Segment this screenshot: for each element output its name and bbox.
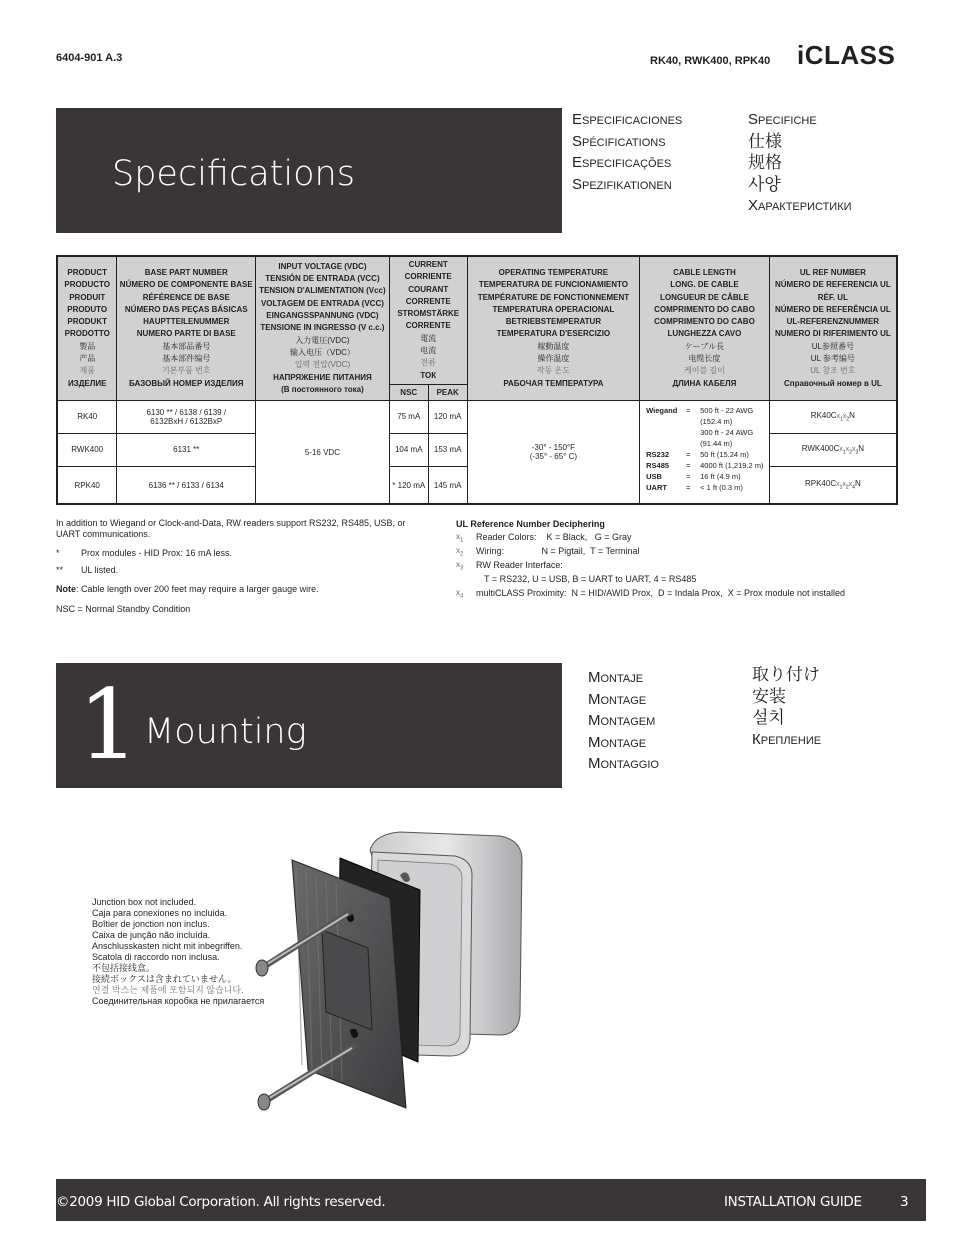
header-line: TEMPERATURA OPERACIONAL: [492, 304, 615, 314]
copyright: ©2009 HID Global Corporation. All rights reserved.: [56, 1194, 386, 1210]
header-line: 전류: [420, 358, 436, 368]
header-line: UL 参考编号: [810, 354, 855, 364]
cable-length-row: [646, 460, 765, 471]
header-line: TENSIÓN DE ENTRADA (VCC): [265, 274, 380, 284]
cell-peak: 153 mA: [428, 433, 467, 466]
header-line: LUNGHEZZA CAVO: [667, 329, 742, 339]
note-label: Note: [56, 584, 76, 594]
header-line: РАБОЧАЯ ТЕМПЕРАТУРА: [503, 378, 604, 388]
junction-box-note: [92, 897, 264, 1007]
translation: 사양: [748, 174, 781, 194]
translation: Montaggio: [588, 755, 659, 772]
header-current: [389, 256, 467, 384]
cable-equals: [686, 438, 700, 449]
table-header-row: [57, 256, 897, 384]
cable-interface: UART: [646, 482, 667, 492]
header-line: PRODUTO: [67, 304, 108, 314]
cell-nsc: 75 mA: [389, 400, 428, 433]
cable-value: (91.44 m): [700, 438, 733, 448]
header-line: UL参照番号: [811, 341, 854, 351]
cable-equals: =: [686, 449, 691, 459]
header-line: CURRENT: [408, 260, 448, 269]
header-peak: PEAK: [428, 384, 467, 400]
junction-note-line: Boîtier de jonction non inclus.: [92, 919, 210, 929]
translation: Montage: [588, 733, 647, 751]
translation: Especificações: [572, 154, 672, 171]
ul-variable-letter: x: [456, 532, 460, 541]
mounting-translations-left: [588, 667, 659, 775]
header-line: INPUT VOLTAGE (VDC): [278, 261, 367, 271]
document-number: 6404-901 A.3: [56, 52, 123, 64]
header-line: EINGANGSSPANNUNG (VDC): [266, 311, 379, 321]
specifications-table: [56, 255, 898, 505]
header-line: LONG. DE CABLE: [670, 280, 739, 290]
header-line: Справочный номер в UL: [783, 378, 882, 388]
header-line: UL REF NUMBER: [799, 268, 866, 277]
header-line: RÉF. UL: [817, 292, 848, 302]
specifications-banner: [56, 108, 562, 233]
header-line: BASE PART NUMBER: [144, 268, 228, 277]
cell-base-part: 6136 ** / 6133 / 6134: [117, 466, 256, 504]
header-line: TEMPERATURA D'ESERCIZIO: [496, 329, 611, 339]
translation: 仕様: [748, 131, 782, 151]
header-ul-ref: [769, 256, 897, 400]
translation: Montaje: [588, 669, 644, 686]
ul-deciphering-text: Reader Colors: K = Black, G = Gray: [476, 532, 632, 542]
header-line: OPERATING TEMPERATURE: [498, 268, 609, 277]
junction-note-line: Caixa de junção não incluída.: [92, 930, 211, 940]
cable-interface: [646, 416, 686, 427]
header-line: 基本部品番号: [162, 341, 211, 351]
temperature-c: (-35° - 65° C): [529, 452, 578, 462]
header-line: 输入电压（VDC）: [289, 347, 355, 357]
translation: 安装: [752, 686, 786, 706]
header-line: TENSIONE IN INGRESSO (V c.c.): [260, 323, 385, 333]
cell-base-part: 6131 **: [117, 433, 256, 466]
cable-length-row: [646, 438, 765, 449]
page-footer: [56, 1179, 926, 1221]
translation: Крепление: [752, 730, 822, 748]
cell-product: RWK400: [57, 433, 117, 466]
cell-ul-ref: $RK40Cx_1x_2N$: [769, 400, 897, 433]
header-line: 稼動温度: [537, 341, 570, 351]
junction-note-line: Anschlusskasten nicht mit inbegriffen.: [92, 941, 243, 951]
specifications-translations-right: [748, 109, 852, 217]
cable-equals: =: [686, 471, 691, 481]
mounting-illustration: [250, 830, 540, 1120]
translation: Specifiche: [748, 111, 817, 128]
translation: Montage: [588, 690, 647, 708]
junction-note-line: Scatola di raccordo non inclusa.: [92, 952, 220, 962]
header-line: 产品: [79, 354, 96, 364]
header-line: PRODUCTO: [64, 280, 111, 290]
ul-deciphering-text: T = RS232, U = USB, B = UART to UART, 4 = RS485: [484, 574, 697, 584]
header-line: CORRENTE: [405, 296, 451, 306]
translation: Spécifications: [572, 132, 666, 150]
ul-variable-letter: x: [456, 546, 460, 555]
cell-product: RK40: [57, 400, 117, 433]
ul-variable-index: 2: [460, 551, 464, 558]
header-line: LONGUEUR DE CÂBLE: [659, 292, 749, 302]
cable-equals: [686, 416, 700, 427]
junction-note-line: Junction box not included.: [92, 897, 197, 907]
translation: Характеристики: [748, 197, 852, 214]
cable-value: 4000 ft (1,219.2 m): [700, 460, 764, 470]
ul-deciphering-item: [456, 572, 896, 586]
cable-equals: [686, 427, 700, 438]
mounting-translations-right: [752, 664, 821, 750]
header-line: 기본부품 번호: [161, 366, 211, 376]
translation: 설치: [752, 708, 785, 727]
cable-length-row: [646, 427, 765, 438]
notes-intro: In addition to Wiegand or Clock-and-Data, RW readers support RS232, RS485, USB, or UART communications.: [56, 518, 406, 539]
header-line: (В постоянного тока): [281, 384, 364, 394]
cable-interface: USB: [646, 471, 662, 481]
junction-note-line: Соединительная коробка не прилагается: [92, 996, 265, 1006]
note-star: [56, 548, 426, 559]
translation: Especificaciones: [572, 111, 683, 128]
header-line: CORRENTE: [405, 321, 451, 331]
cable-length-row: [646, 405, 765, 416]
temperature-f: -30° - 150°F: [531, 443, 576, 453]
cell-ul-ref: $RPK40Cx_1x_2x_4N$: [769, 466, 897, 504]
mounting-step-number: 1: [78, 669, 140, 781]
ul-deciphering-text: RW Reader Interface:: [476, 560, 563, 570]
header-line: CABLE LENGTH: [673, 268, 736, 277]
header-line: VOLTAGEM DE ENTRADA (VCC): [260, 298, 384, 308]
header-line: PRODUIT: [69, 292, 106, 302]
note-double-star-text: UL listed.: [81, 565, 119, 575]
header-line: HAUPTTEILENUMMER: [143, 317, 230, 327]
header-line: NUMERO PARTE DI BASE: [136, 329, 236, 339]
cable-length-row: [646, 449, 765, 460]
ul-variable-index: 4: [460, 593, 464, 600]
header-line: UL-REFERENZNUMMER: [786, 317, 880, 327]
cable-length-list: [646, 405, 765, 493]
header-operating-temperature: [467, 256, 639, 400]
cell-product: RPK40: [57, 466, 117, 504]
header-line: 电缆长度: [688, 354, 721, 364]
header-line: ケーブル長: [684, 341, 725, 351]
header-line: 케이블 길이: [684, 366, 725, 376]
ul-deciphering-item: [456, 544, 896, 558]
ul-deciphering-title: UL Reference Number Deciphering: [456, 519, 605, 529]
header-line: НАПРЯЖЕНИЕ ПИТАНИЯ: [273, 372, 372, 382]
header-line: COMPRIMENTO DO CABO: [654, 304, 755, 314]
header-line: ТОК: [420, 370, 437, 380]
ul-deciphering-text: multiCLASS Proximity: N = HID/AWID Prox, D = Indala Prox, X = Prox module not installed: [476, 588, 846, 598]
translation: 规格: [748, 153, 782, 172]
cable-interface: Wiegand: [646, 405, 678, 415]
header-line: CORRIENTE: [404, 272, 452, 282]
header-line: NÚMERO DE REFERENCIA UL: [775, 280, 891, 290]
header-line: RÉFÉRENCE DE BASE: [142, 292, 230, 302]
cable-interface: RS232: [646, 449, 670, 459]
header-product: [57, 256, 117, 400]
header-line: ДЛИНА КАБЕЛЯ: [672, 378, 737, 388]
junction-note-line: 연결 박스는 제품에 포함되지 않습니다.: [92, 985, 244, 995]
header-line: UL 참조 번호: [810, 366, 856, 376]
header-base-part: [117, 256, 256, 400]
ul-deciphering-item: [456, 586, 896, 600]
cell-input-voltage: 5-16 VDC: [256, 400, 390, 504]
cell-ul-ref: $RWK400Cx_1x_2x_3N$: [769, 433, 897, 466]
header-line: БАЗОВЫЙ НОМЕР ИЗДЕЛИЯ: [129, 378, 244, 388]
header-line: 제품: [79, 366, 95, 376]
header-line: PRODOTTO: [64, 329, 110, 339]
installation-guide-label: INSTALLATION GUIDE: [724, 1194, 862, 1210]
note-star-text: Prox modules - HID Prox: 16 mA less.: [81, 548, 233, 558]
specifications-translations-left: [572, 109, 682, 195]
cable-value: < 1 ft (0.3 m): [700, 482, 743, 492]
specifications-title: Specifications: [112, 154, 355, 194]
header-line: PRODUKT: [67, 317, 107, 327]
header-line: TEMPERATURA DE FUNCIONAMIENTO: [478, 280, 628, 290]
cable-interface: [646, 438, 686, 449]
cell-cable-lengths: [640, 400, 770, 504]
cable-interface: RS485: [646, 460, 670, 470]
junction-note-line: 接続ボックスは含まれていません。: [92, 974, 237, 984]
note-cable: [56, 584, 426, 595]
header-line: NÚMERO DAS PEÇAS BÁSICAS: [124, 304, 248, 314]
cable-length-row: [646, 482, 765, 493]
translation: 取り付け: [752, 665, 820, 684]
ul-deciphering-item: [456, 558, 896, 572]
header-line: COURANT: [408, 284, 449, 294]
cell-peak: 145 mA: [428, 466, 467, 504]
header-line: COMPRIMENTO DO CABO: [654, 317, 755, 327]
cable-interface: [646, 427, 686, 438]
header-line: 입력 전압(VDC): [294, 360, 351, 370]
cable-value: (152.4 m): [700, 416, 733, 426]
junction-note-line: Caja para conexiones no incluida.: [92, 908, 228, 918]
header-line: NÚMERO DE REFERÊNCIA UL: [775, 304, 891, 314]
cable-equals: =: [686, 482, 691, 492]
page-number: 3: [900, 1194, 909, 1210]
table-row: [57, 400, 897, 433]
header-nsc: NSC: [389, 384, 428, 400]
cable-equals: =: [686, 460, 691, 470]
header-line: TEMPÉRATURE DE FONCTIONNEMENT: [477, 292, 630, 302]
ul-variable-letter: x: [456, 588, 460, 597]
ul-deciphering-text: Wiring: N = Pigtail, T = Terminal: [476, 546, 640, 556]
brand-logo: iCLASS: [797, 40, 896, 70]
header-line: STROMSTÄRKE: [397, 309, 460, 319]
header-line: 操作温度: [537, 354, 570, 364]
model-numbers: RK40, RWK400, RPK40: [650, 55, 771, 67]
header-line: 電流: [420, 333, 437, 343]
cell-temperature: [467, 400, 639, 504]
junction-note-line: 不包括接线盒。: [92, 963, 156, 973]
note-cable-text: : Cable length over 200 feet may require a larger gauge wire.: [76, 584, 319, 594]
ul-deciphering-list: [456, 530, 896, 600]
header-cable-length: [640, 256, 770, 400]
cable-value: 500 ft - 22 AWG: [700, 405, 754, 415]
header-line: 작동 온도: [536, 366, 570, 376]
header-line: 製品: [79, 341, 96, 351]
cable-length-row: [646, 471, 765, 482]
ul-variable: [456, 586, 463, 604]
translation: Montagem: [588, 712, 656, 729]
header-line: PRODUCT: [67, 268, 107, 277]
notes-block: [56, 518, 426, 615]
cell-base-part: 6130 ** / 6138 / 6139 / 6132BxH / 6132BxP: [117, 400, 256, 433]
ul-variable-letter: x: [456, 560, 460, 569]
cell-nsc: 104 mA: [389, 433, 428, 466]
note-double-star-mark: **: [56, 565, 64, 575]
note-nsc: NSC = Normal Standby Condition: [56, 604, 191, 614]
ul-deciphering-item: [456, 530, 896, 544]
header-line: ИЗДЕЛИЕ: [67, 378, 107, 388]
mounting-title: Mounting: [144, 712, 307, 752]
header-line: BETRIEBSTEMPERATUR: [505, 317, 602, 327]
cable-length-row: [646, 416, 765, 427]
ul-variable-index: 3: [460, 565, 464, 572]
cable-value: 16 ft (4.9 m): [700, 471, 741, 481]
cell-nsc: * 120 mA: [389, 466, 428, 504]
header-line: 入力電圧(VDC): [295, 335, 350, 345]
ul-variable-index: 1: [460, 537, 464, 544]
header-line: NÚMERO DE COMPONENTE BASE: [119, 280, 253, 290]
header-line: TENSION D'ALIMENTATION (Vcc): [259, 286, 386, 296]
header-input-voltage: [256, 256, 390, 400]
translation: Spezifikationen: [572, 175, 672, 193]
cable-value: 300 ft - 24 AWG: [700, 427, 754, 437]
ul-deciphering: [456, 518, 896, 600]
header-line: 电流: [420, 346, 437, 356]
note-star-mark: *: [56, 548, 60, 558]
note-double-star: [56, 565, 426, 576]
mounting-banner: [56, 663, 562, 788]
header-line: 基本部件编号: [162, 354, 211, 364]
header-line: NUMERO DI RIFERIMENTO UL: [774, 329, 891, 339]
cable-value: 50 ft (15.24 m): [700, 449, 749, 459]
cable-equals: =: [686, 405, 691, 415]
cell-peak: 120 mA: [428, 400, 467, 433]
